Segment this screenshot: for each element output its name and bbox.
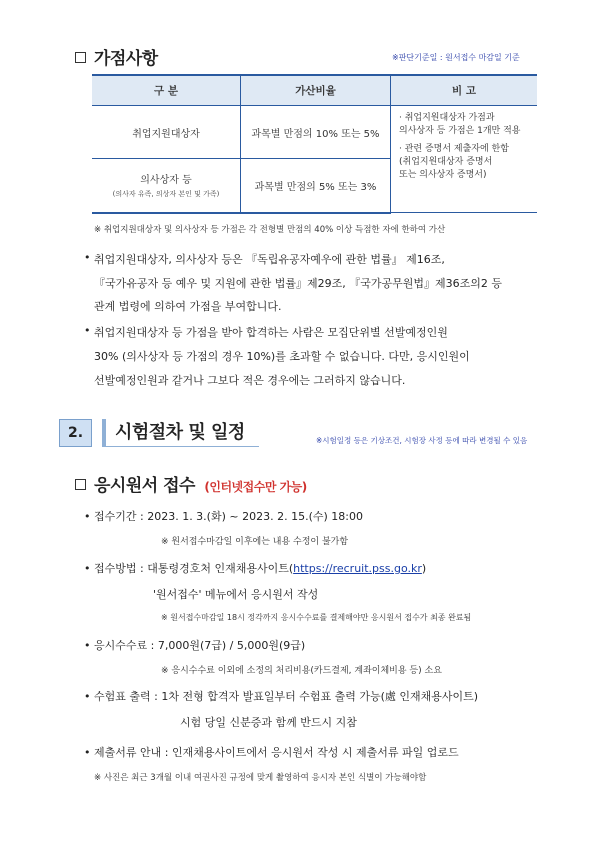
bullet-icon: •	[84, 746, 91, 759]
method-line2: '원서접수' 메뉴에서 응시원서 작성	[153, 588, 319, 601]
bullet-icon: •	[84, 690, 91, 703]
ticket-line2: 시험 당일 신분증과 함께 반드시 지참	[180, 716, 357, 729]
bullet-icon: •	[84, 510, 91, 523]
paragraph-line: 취업지원대상자, 의사상자 등은 『독립유공자예우에 관한 법률』 제16조,	[94, 253, 445, 266]
method-label: 접수방법 : 대통령경호처 인재채용사이트(	[94, 562, 294, 575]
paragraph-line: 선발예정인원과 같거나 그보다 적은 경우에는 그러하지 않습니다.	[94, 374, 406, 387]
section-title-note: (인터넷접수만 가능)	[204, 480, 307, 494]
section-title-bonus	[75, 44, 158, 69]
table-header-rate: 가산비율	[241, 75, 391, 106]
remark-line: · 취업지원대상자 가점과	[399, 113, 495, 123]
period-text: 접수기간 : 2023. 1. 3.(화) ~ 2023. 2. 15.(수) 18:00	[94, 510, 363, 523]
checkbox-square-icon	[75, 52, 86, 63]
bullet-icon: •	[84, 639, 91, 652]
category-label: 의사상자 등	[140, 175, 192, 187]
recruit-site-link[interactable]: https://recruit.pss.go.kr	[293, 562, 422, 575]
paragraph-line: 취업지원대상자 등 가점을 받아 합격하는 사람은 모집단위별 선발예정인원	[94, 326, 448, 339]
table-cell-category	[92, 159, 241, 213]
section-bar	[102, 419, 106, 447]
bullet-icon: •	[84, 324, 91, 337]
remark-line: 또는 의사상자 증명서)	[399, 170, 487, 180]
section-underline	[102, 446, 259, 447]
remark-line: 의사상자 등 가점은 1개만 적용	[399, 126, 521, 136]
section-title-application	[75, 471, 307, 496]
paragraph-line: 30% (의사상자 등 가점의 경우 10%)를 초과할 수 없습니다. 다만, 응시인원이	[94, 350, 470, 363]
category-sub-label: (의사자 유족, 의상자 본인 및 가족)	[112, 190, 220, 199]
table-header-category: 구 분	[92, 75, 241, 106]
table-footnote: ※ 취업지원대상자 및 의사상자 등 가점은 각 전형별 만점의 40% 이상 득점한 자에 한하여 가산	[94, 225, 446, 235]
bullet-paragraph	[94, 321, 470, 393]
bullet-paragraph	[94, 248, 502, 319]
remark-line: (취업지원대상자 증명서	[399, 157, 493, 167]
fee-text: 응시수수료 : 7,000원(7급) / 5,000원(9급)	[94, 639, 306, 652]
table-cell-category: 취업지원대상자	[92, 106, 241, 159]
bullet-icon: •	[84, 251, 91, 264]
table-cell-rate: 과목별 만점의 10% 또는 5%	[241, 106, 391, 159]
method-suffix: )	[421, 562, 427, 575]
paragraph-line: 관계 법령에 의하여 가점을 부여합니다.	[94, 300, 282, 313]
method-note: ※ 원서접수마감일 18시 정각까지 응시수수료를 결제해야만 응시원서 접수가 최종 완료됨	[161, 613, 472, 622]
docs-note: ※ 사진은 최근 3개월 이내 여권사진 규정에 맞게 촬영하여 응시자 본인 식별이 가능해야함	[94, 773, 427, 783]
docs-text: 제출서류 안내 : 인재채용사이트에서 응시원서 작성 시 제출서류 파일 업로드	[94, 746, 459, 759]
section-title: 시험절차 및 일정	[115, 422, 245, 443]
section-title-text: 가점사항	[94, 49, 158, 69]
fee-note: ※ 응시수수료 이외에 소정의 처리비용(카드결제, 계좌이체비용 등) 소요	[161, 666, 442, 676]
table-cell-remarks	[391, 106, 538, 213]
remark-line: · 관련 증명서 제출자에 한함	[399, 144, 509, 154]
section-title-text: 응시원서 접수	[94, 476, 195, 496]
paragraph-line: 『국가유공자 등 예우 및 지원에 관한 법률』제29조, 『국가공무원법』제36조의2 등	[94, 276, 502, 290]
bullet-icon: •	[84, 562, 91, 575]
bonus-table	[92, 74, 537, 214]
section-note: ※시험일정 등은 기상조건, 시험장 사정 등에 따라 변경될 수 있음	[316, 436, 528, 445]
period-note: ※ 원서접수마감일 이후에는 내용 수정이 불가함	[161, 537, 349, 547]
section-number: 2.	[59, 419, 92, 447]
ticket-text: 수험표 출력 : 1차 전형 합격자 발표일부터 수험표 출력 가능(處 인재채용사이트)	[94, 690, 479, 703]
table-cell-rate: 과목별 만점의 5% 또는 3%	[241, 159, 391, 213]
checkbox-square-icon	[75, 479, 86, 490]
table-row	[92, 106, 537, 159]
table-header-remarks: 비 고	[391, 75, 538, 106]
section-note: ※판단기준일 : 원서접수 마감일 기준	[392, 53, 520, 62]
method-text	[94, 560, 426, 576]
table-header-row	[92, 75, 537, 106]
